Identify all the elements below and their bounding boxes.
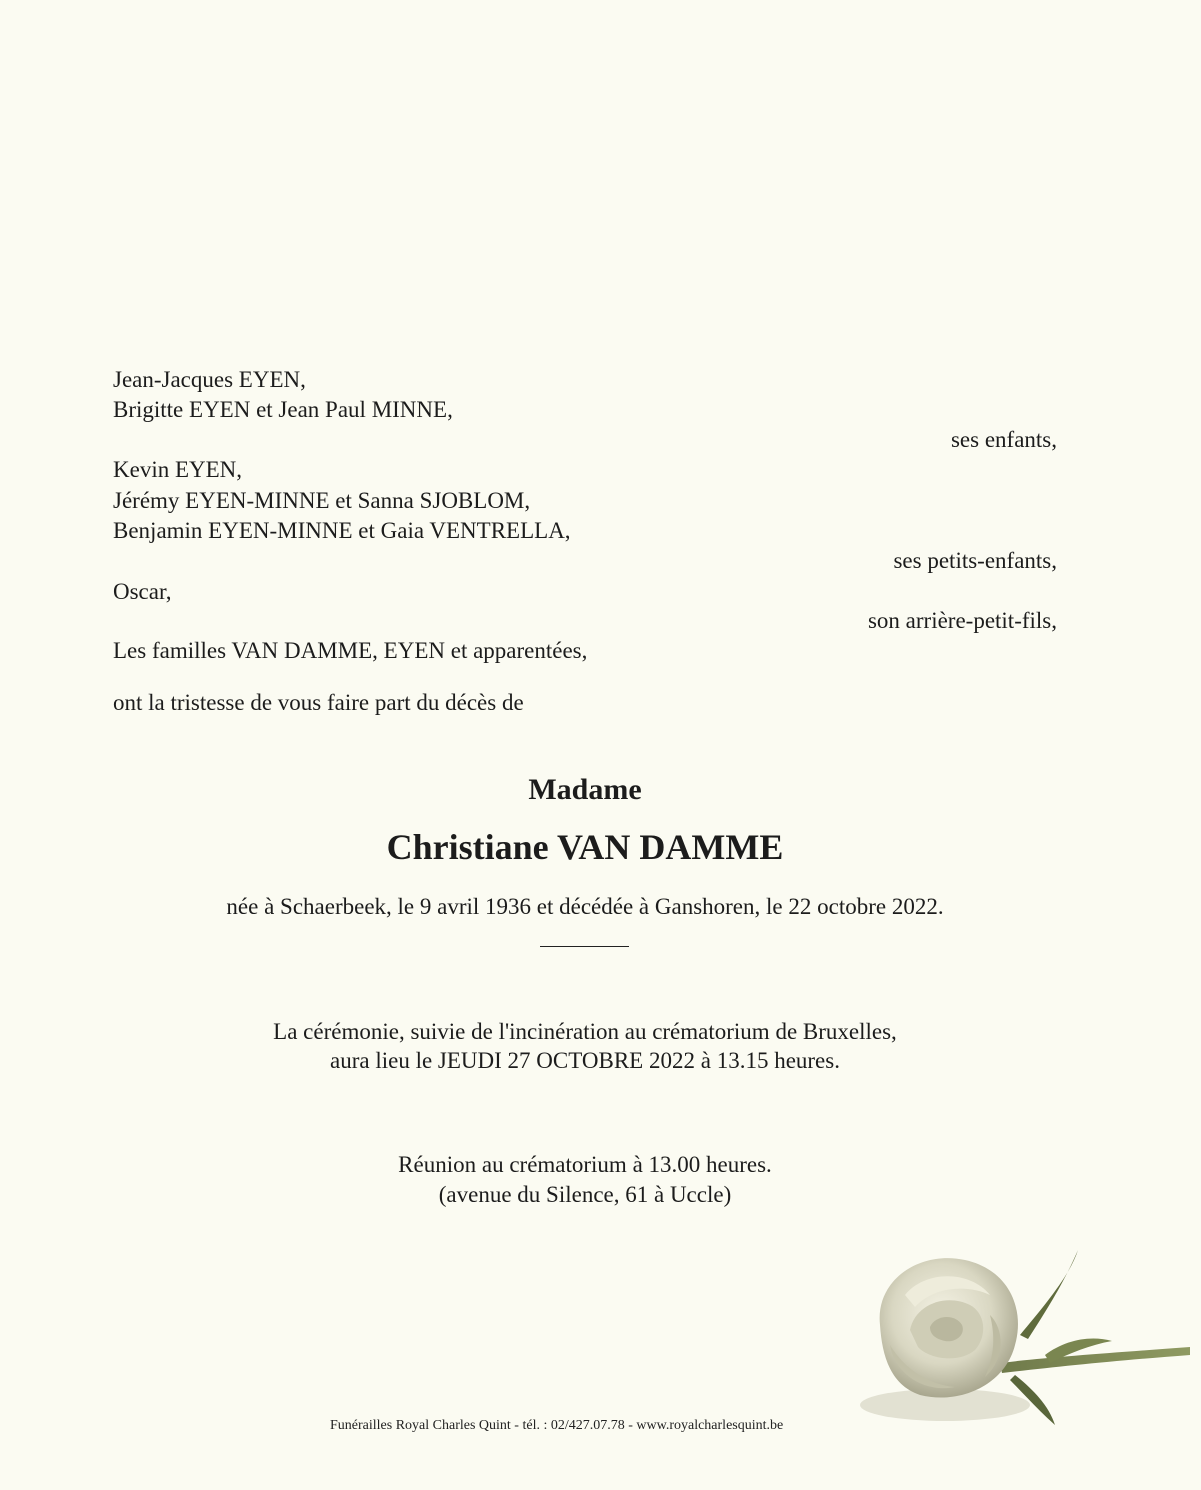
great-grandchild-role: son arrière-petit-fils, bbox=[867, 608, 1057, 633]
funeral-home-footer: Funérailles Royal Charles Quint - tél. : 02/427.07.78 - www.royalcharlesquint.be bbox=[330, 1418, 784, 1433]
children-role: ses enfants, bbox=[950, 427, 1057, 452]
white-rose-icon bbox=[850, 1235, 1190, 1435]
grandchild-name-3: Benjamin EYEN-MINNE et Gaia VENTRELLA, bbox=[113, 518, 571, 543]
announcement-line: ont la tristesse de vous faire part du décès de bbox=[113, 690, 524, 715]
great-grandchild-name: Oscar, bbox=[113, 579, 172, 604]
deceased-name: Christiane VAN DAMME bbox=[386, 827, 784, 867]
ceremony-line-1: La cérémonie, suivie de l'incinération au crématorium de Bruxelles, bbox=[273, 1019, 897, 1044]
divider-rule bbox=[540, 946, 629, 947]
grandchild-name-1: Kevin EYEN, bbox=[113, 457, 243, 482]
meeting-line-2: (avenue du Silence, 61 à Uccle) bbox=[438, 1182, 732, 1207]
deceased-title: Madame bbox=[528, 773, 642, 806]
child-name-2: Brigitte EYEN et Jean Paul MINNE, bbox=[113, 397, 453, 422]
child-name-1: Jean-Jacques EYEN, bbox=[113, 367, 306, 392]
families-line: Les familles VAN DAMME, EYEN et apparentées, bbox=[113, 638, 588, 663]
ceremony-line-2: aura lieu le JEUDI 27 OCTOBRE 2022 à 13.15 heures. bbox=[330, 1048, 840, 1073]
meeting-line-1: Réunion au crématorium à 13.00 heures. bbox=[398, 1152, 772, 1177]
grandchildren-role: ses petits-enfants, bbox=[893, 548, 1057, 573]
birth-death-dates: née à Schaerbeek, le 9 avril 1936 et décédée à Ganshoren, le 22 octobre 2022. bbox=[226, 894, 944, 919]
grandchild-name-2: Jérémy EYEN-MINNE et Sanna SJOBLOM, bbox=[113, 488, 531, 513]
